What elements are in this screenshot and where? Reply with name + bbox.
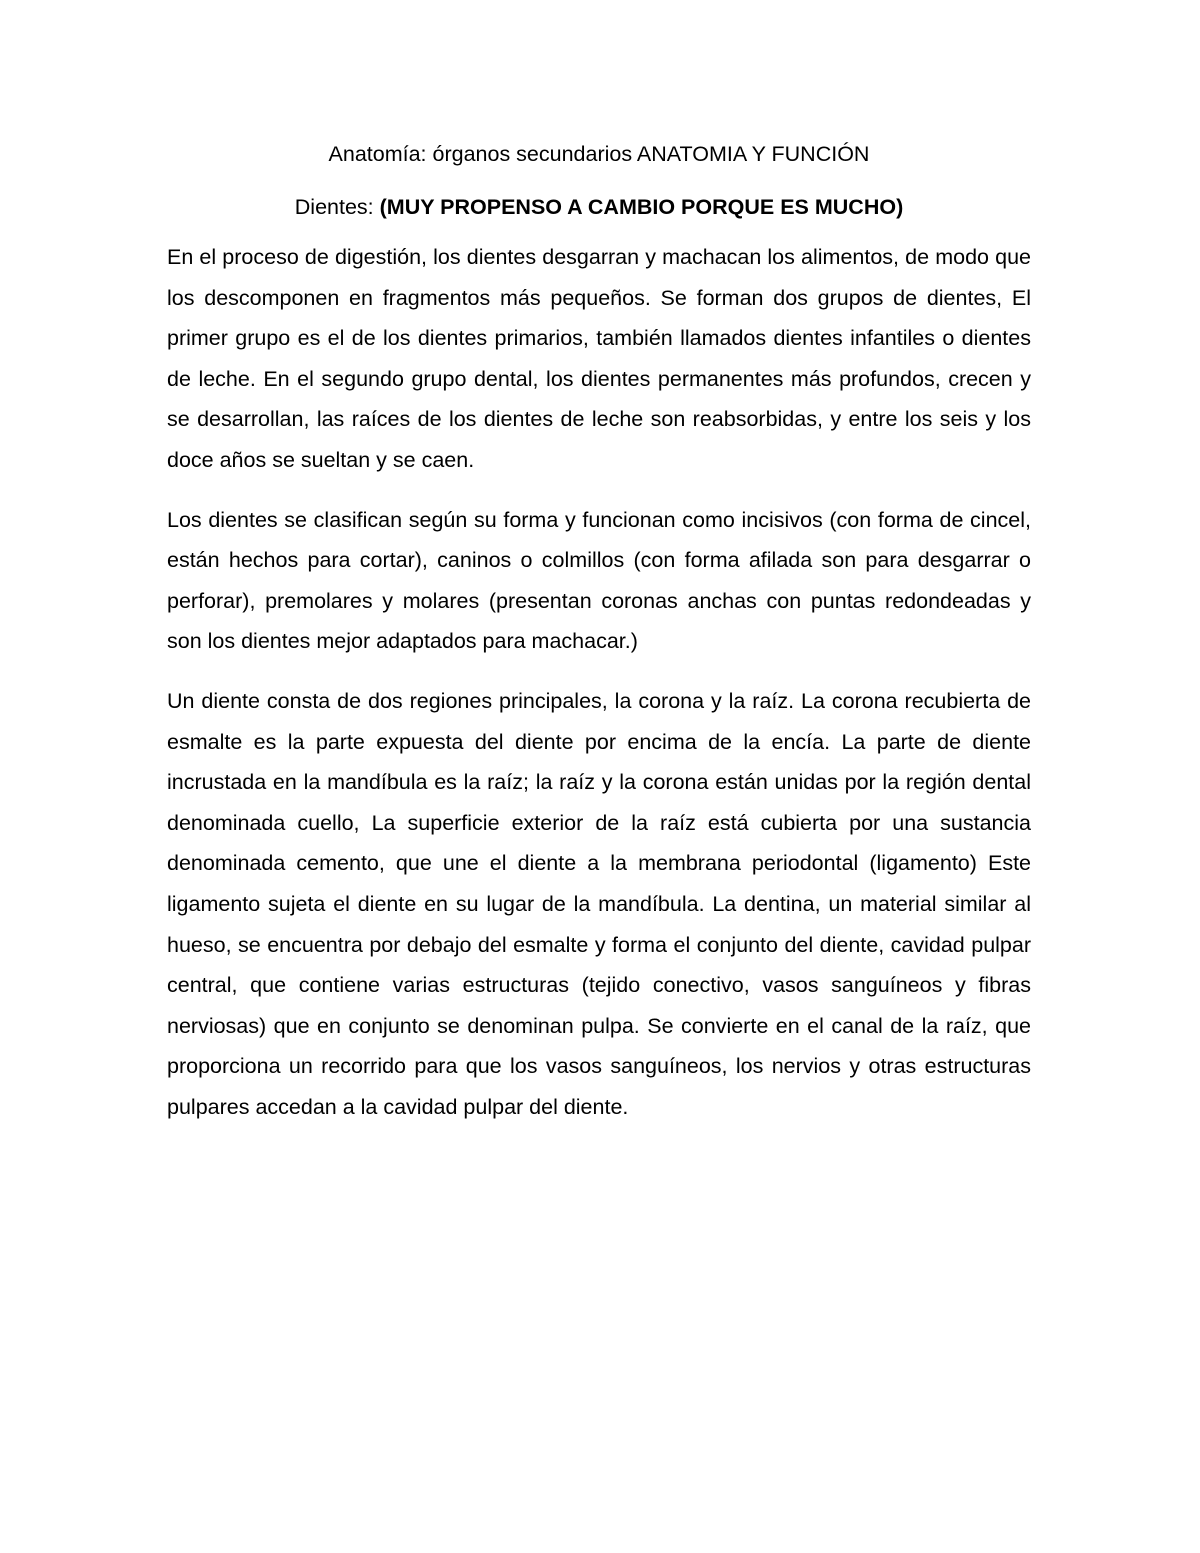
subtitle-prefix: Dientes: [294,195,380,219]
paragraph-tooth-structure: Un diente consta de dos regiones principales, la corona y la raíz. La corona recubierta de esmalte es la parte expuesta del diente por encima de la encía. La parte de diente incrustada en la mandíbula es la raíz; la raíz y la corona están unidas por la región dental denominada cuello, La superficie exterior de la raíz está cubierta por una sustancia denominada cemento, que une el diente a la membrana periodontal (ligamento) Este ligamento sujeta el diente en su lugar de la mandíbula. La dentina, un material similar al hueso, se encuentra por debajo del esmalte y forma el conjunto del diente, cavidad pulpar central, que contiene varias estructuras (tejido conectivo, vasos sanguíneos y fibras nerviosas) que en conjunto se denominan pulpa. Se convierte en el canal de la raíz, que proporciona un recorrido para que los vasos sanguíneos, los nervios y otras estructuras pulpares accedan a la cavidad pulpar del diente. [167,688,1031,1119]
paragraph-teeth-groups: En el proceso de digestión, los dientes desgarran y machacan los alimentos, de modo que los descomponen en fragmentos más pequeños. Se forman dos grupos de dientes, El primer grupo es el de los dientes primarios, también llamados dientes infantiles o dientes de leche. En el segundo grupo dental, los dientes permanentes más profundos, crecen y se desarrollan, las raíces de los dientes de leche son reabsorbidas, y entre los seis y los doce años se sueltan y se caen. [167,245,1031,472]
document-content [167,136,1031,1146]
paragraph-teeth-classification: Los dientes se clasifican según su forma y funcionan como incisivos (con forma de cincel, están hechos para cortar), caninos o colmillos (con forma afilada son para desgarrar o perforar), premolares y molares (presentan coronas anchas con puntas redondeadas y son los dientes mejor adaptados para machacar.) [167,507,1031,654]
subtitle-bold-note: (MUY PROPENSO A CAMBIO PORQUE ES MUCHO) [379,195,904,219]
document-title: Anatomía: órganos secundarios ANATOMIA Y FUNCIÓN [328,142,870,166]
document-subtitle [167,189,1031,225]
